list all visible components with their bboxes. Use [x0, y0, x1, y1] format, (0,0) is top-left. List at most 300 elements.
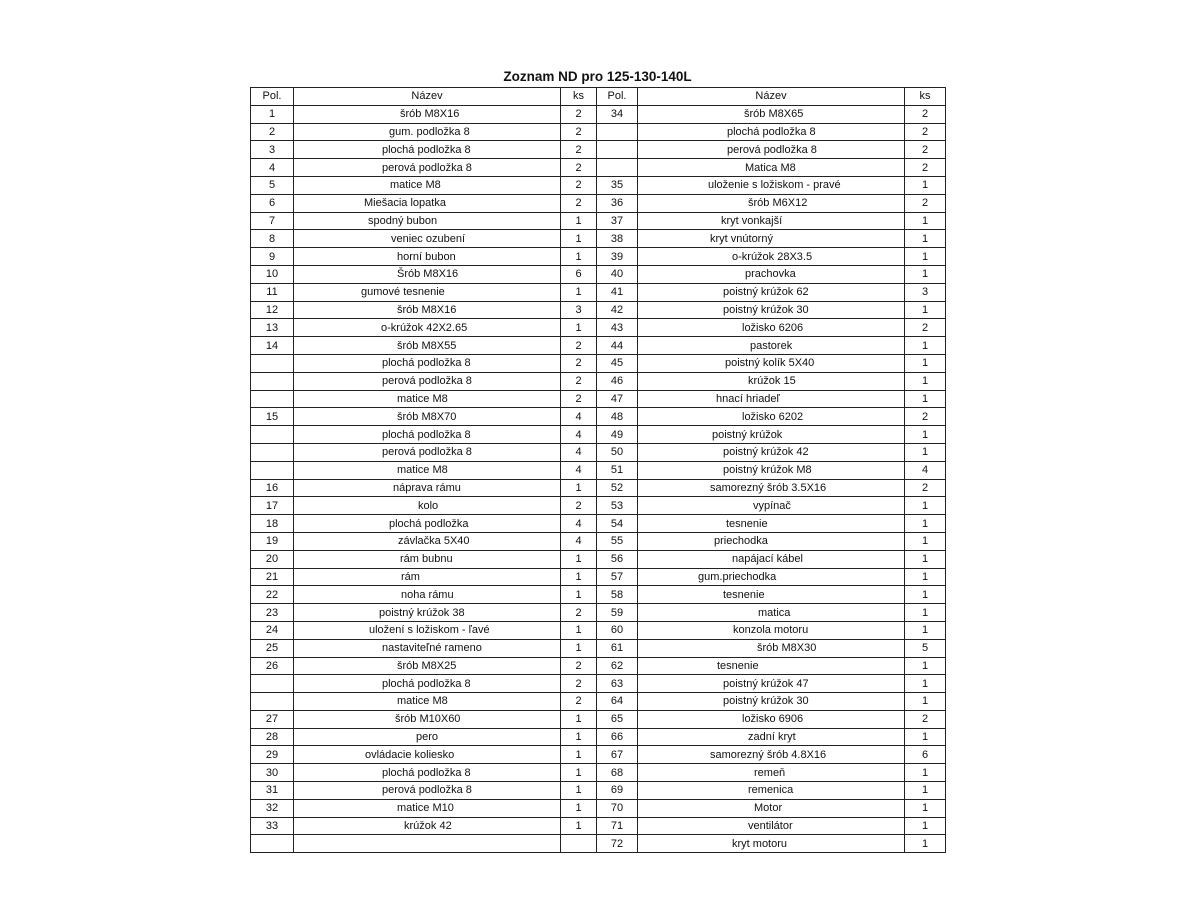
part-name-cell: kryt vnútorný — [638, 230, 905, 248]
part-name-cell: perová podložka 8 — [294, 159, 561, 177]
quantity-cell: 2 — [905, 141, 946, 159]
quantity-cell: 2 — [905, 710, 946, 728]
table-row — [251, 604, 946, 622]
position-number-cell: 18 — [251, 515, 294, 533]
position-number-cell: 4 — [251, 159, 294, 177]
quantity-cell: 1 — [561, 212, 597, 230]
quantity-cell: 1 — [561, 746, 597, 764]
table-row — [251, 159, 946, 177]
position-number-cell: 13 — [251, 319, 294, 337]
quantity-cell: 1 — [905, 497, 946, 515]
position-number-cell: 19 — [251, 532, 294, 550]
table-row — [251, 710, 946, 728]
table-row — [251, 230, 946, 248]
position-number-cell: 35 — [597, 176, 638, 194]
quantity-cell: 2 — [561, 194, 597, 212]
quantity-cell: 2 — [905, 408, 946, 426]
position-number-cell — [251, 461, 294, 479]
position-number-cell: 69 — [597, 782, 638, 800]
position-number-cell: 48 — [597, 408, 638, 426]
position-number-cell: 39 — [597, 248, 638, 266]
table-row — [251, 515, 946, 533]
part-name-cell: šrób M8X30 — [638, 639, 905, 657]
quantity-cell: 2 — [561, 176, 597, 194]
table-row — [251, 728, 946, 746]
quantity-cell: 2 — [561, 693, 597, 711]
part-name-cell: o-krúžok 28X3.5 — [638, 248, 905, 266]
position-number-cell: 44 — [597, 337, 638, 355]
part-name-cell: tesnenie — [638, 515, 905, 533]
position-number-cell: 30 — [251, 764, 294, 782]
quantity-cell: 2 — [561, 497, 597, 515]
table-row — [251, 354, 946, 372]
quantity-cell: 1 — [905, 568, 946, 586]
quantity-cell: 5 — [905, 639, 946, 657]
part-name-cell: matica — [638, 604, 905, 622]
quantity-cell: 1 — [905, 657, 946, 675]
position-number-cell: 57 — [597, 568, 638, 586]
quantity-cell: 1 — [905, 586, 946, 604]
quantity-cell: 3 — [905, 283, 946, 301]
table-row — [251, 319, 946, 337]
quantity-cell: 2 — [905, 123, 946, 141]
table-row — [251, 639, 946, 657]
quantity-cell: 2 — [561, 354, 597, 372]
quantity-cell: 1 — [905, 337, 946, 355]
position-number-cell: 52 — [597, 479, 638, 497]
table-row — [251, 764, 946, 782]
part-name-cell: Matica M8 — [638, 159, 905, 177]
part-name-cell: gum. podložka 8 — [294, 123, 561, 141]
quantity-cell: 1 — [905, 301, 946, 319]
position-number-cell: 49 — [597, 426, 638, 444]
quantity-cell: 4 — [561, 426, 597, 444]
position-number-cell: 3 — [251, 141, 294, 159]
quantity-cell: 4 — [561, 408, 597, 426]
table-row — [251, 479, 946, 497]
quantity-cell: 1 — [561, 799, 597, 817]
quantity-cell: 2 — [561, 390, 597, 408]
position-number-cell: 32 — [251, 799, 294, 817]
table-row — [251, 337, 946, 355]
part-name-cell: plochá podložka 8 — [638, 123, 905, 141]
quantity-cell: 1 — [561, 586, 597, 604]
position-number-cell: 8 — [251, 230, 294, 248]
part-name-cell: ložisko 6206 — [638, 319, 905, 337]
position-number-cell: 61 — [597, 639, 638, 657]
table-row — [251, 746, 946, 764]
part-name-cell: napájací kábel — [638, 550, 905, 568]
part-name-cell: šrób M6X12 — [638, 194, 905, 212]
table-row — [251, 301, 946, 319]
quantity-cell: 2 — [561, 675, 597, 693]
position-number-cell — [597, 159, 638, 177]
quantity-cell: 1 — [905, 248, 946, 266]
part-name-cell: o-krúžok 42X2.65 — [294, 319, 561, 337]
position-number-cell: 21 — [251, 568, 294, 586]
table-row — [251, 657, 946, 675]
part-name-cell: prachovka — [638, 265, 905, 283]
table-row — [251, 532, 946, 550]
header-pol-left: Pol. — [251, 88, 294, 106]
part-name-cell: tesnenie — [638, 657, 905, 675]
position-number-cell: 36 — [597, 194, 638, 212]
part-name-cell: poistný krúžok — [638, 426, 905, 444]
position-number-cell — [251, 354, 294, 372]
part-name-cell: poistný krúžok M8 — [638, 461, 905, 479]
position-number-cell: 17 — [251, 497, 294, 515]
part-name-cell: poistný krúžok 30 — [638, 693, 905, 711]
part-name-cell: šrób M8X16 — [294, 105, 561, 123]
part-name-cell: perová podložka 8 — [294, 443, 561, 461]
part-name-cell: šrób M8X25 — [294, 657, 561, 675]
part-name-cell: pastorek — [638, 337, 905, 355]
table-row — [251, 693, 946, 711]
quantity-cell: 1 — [905, 782, 946, 800]
part-name-cell: šrób M8X70 — [294, 408, 561, 426]
quantity-cell: 2 — [561, 159, 597, 177]
part-name-cell: krúžok 42 — [294, 817, 561, 835]
position-number-cell: 28 — [251, 728, 294, 746]
part-name-cell: pero — [294, 728, 561, 746]
position-number-cell: 25 — [251, 639, 294, 657]
part-name-cell: rám bubnu — [294, 550, 561, 568]
position-number-cell: 40 — [597, 265, 638, 283]
position-number-cell — [597, 141, 638, 159]
quantity-cell: 1 — [905, 728, 946, 746]
position-number-cell: 9 — [251, 248, 294, 266]
part-name-cell: poistný krúžok 62 — [638, 283, 905, 301]
quantity-cell: 1 — [905, 443, 946, 461]
table-row — [251, 212, 946, 230]
quantity-cell: 1 — [561, 230, 597, 248]
part-name-cell: náprava rámu — [294, 479, 561, 497]
quantity-cell: 1 — [905, 390, 946, 408]
quantity-cell: 2 — [561, 372, 597, 390]
part-name-cell: matice M8 — [294, 693, 561, 711]
part-name-cell: plochá podložka 8 — [294, 141, 561, 159]
table-row — [251, 123, 946, 141]
quantity-cell: 4 — [561, 461, 597, 479]
part-name-cell: priechodka — [638, 532, 905, 550]
part-name-cell: uložení s ložiskom - ľavé — [294, 621, 561, 639]
position-number-cell: 71 — [597, 817, 638, 835]
quantity-cell: 3 — [561, 301, 597, 319]
position-number-cell: 23 — [251, 604, 294, 622]
position-number-cell: 7 — [251, 212, 294, 230]
table-row — [251, 408, 946, 426]
part-name-cell: remenica — [638, 782, 905, 800]
position-number-cell: 66 — [597, 728, 638, 746]
position-number-cell — [251, 372, 294, 390]
position-number-cell: 1 — [251, 105, 294, 123]
part-name-cell: ventilátor — [638, 817, 905, 835]
part-name-cell: poistný kolík 5X40 — [638, 354, 905, 372]
part-name-cell: poistný krúžok 30 — [638, 301, 905, 319]
part-name-cell: matice M10 — [294, 799, 561, 817]
part-name-cell: šrób M8X65 — [638, 105, 905, 123]
quantity-cell: 6 — [905, 746, 946, 764]
part-name-cell: matice M8 — [294, 461, 561, 479]
position-number-cell: 29 — [251, 746, 294, 764]
position-number-cell: 54 — [597, 515, 638, 533]
header-pol-right: Pol. — [597, 88, 638, 106]
quantity-cell: 2 — [561, 123, 597, 141]
position-number-cell: 58 — [597, 586, 638, 604]
quantity-cell: 1 — [905, 817, 946, 835]
quantity-cell: 1 — [905, 835, 946, 853]
table-row — [251, 248, 946, 266]
quantity-cell: 2 — [905, 105, 946, 123]
position-number-cell: 46 — [597, 372, 638, 390]
part-name-cell: gumové tesnenie — [294, 283, 561, 301]
position-number-cell: 68 — [597, 764, 638, 782]
part-name-cell: veniec ozubení — [294, 230, 561, 248]
quantity-cell: 4 — [561, 443, 597, 461]
table-body — [251, 105, 946, 852]
position-number-cell: 6 — [251, 194, 294, 212]
part-name-cell: horní bubon — [294, 248, 561, 266]
position-number-cell: 37 — [597, 212, 638, 230]
position-number-cell: 43 — [597, 319, 638, 337]
part-name-cell: plochá podložka 8 — [294, 426, 561, 444]
part-name-cell: konzola motoru — [638, 621, 905, 639]
part-name-cell: šrób M10X60 — [294, 710, 561, 728]
quantity-cell: 1 — [561, 319, 597, 337]
quantity-cell: 1 — [905, 532, 946, 550]
part-name-cell: perová podložka 8 — [638, 141, 905, 159]
position-number-cell: 22 — [251, 586, 294, 604]
table-row — [251, 176, 946, 194]
quantity-cell: 1 — [561, 710, 597, 728]
position-number-cell: 16 — [251, 479, 294, 497]
table-row — [251, 497, 946, 515]
quantity-cell: 4 — [561, 515, 597, 533]
position-number-cell: 56 — [597, 550, 638, 568]
document-title: Zoznam ND pro 125-130-140L — [503, 69, 692, 84]
part-name-cell: noha rámu — [294, 586, 561, 604]
position-number-cell: 55 — [597, 532, 638, 550]
position-number-cell: 38 — [597, 230, 638, 248]
quantity-cell: 1 — [561, 621, 597, 639]
table-row — [251, 586, 946, 604]
position-number-cell: 41 — [597, 283, 638, 301]
quantity-cell: 2 — [561, 337, 597, 355]
position-number-cell: 64 — [597, 693, 638, 711]
quantity-cell: 1 — [905, 693, 946, 711]
quantity-cell: 1 — [561, 283, 597, 301]
quantity-cell: 1 — [561, 782, 597, 800]
position-number-cell — [251, 390, 294, 408]
position-number-cell: 42 — [597, 301, 638, 319]
table-header-row — [251, 88, 946, 106]
position-number-cell: 20 — [251, 550, 294, 568]
part-name-cell: hnací hriadeľ — [638, 390, 905, 408]
quantity-cell: 1 — [905, 354, 946, 372]
part-name-cell: matice M8 — [294, 176, 561, 194]
quantity-cell: 2 — [561, 141, 597, 159]
table-row — [251, 372, 946, 390]
part-name-cell — [294, 835, 561, 853]
part-name-cell: Motor — [638, 799, 905, 817]
position-number-cell: 63 — [597, 675, 638, 693]
part-name-cell: zadní kryt — [638, 728, 905, 746]
part-name-cell: plochá podložka 8 — [294, 675, 561, 693]
part-name-cell: remeň — [638, 764, 905, 782]
table-row — [251, 568, 946, 586]
quantity-cell: 2 — [905, 194, 946, 212]
position-number-cell: 67 — [597, 746, 638, 764]
header-ks-right: ks — [905, 88, 946, 106]
position-number-cell: 14 — [251, 337, 294, 355]
part-name-cell: uloženie s ložiskom - pravé — [638, 176, 905, 194]
quantity-cell: 1 — [905, 176, 946, 194]
part-name-cell: rám — [294, 568, 561, 586]
quantity-cell: 1 — [561, 479, 597, 497]
quantity-cell: 1 — [905, 799, 946, 817]
position-number-cell: 12 — [251, 301, 294, 319]
part-name-cell: krúžok 15 — [638, 372, 905, 390]
table-row — [251, 782, 946, 800]
part-name-cell: samorezný šrób 3.5X16 — [638, 479, 905, 497]
quantity-cell: 1 — [561, 817, 597, 835]
part-name-cell: plochá podložka — [294, 515, 561, 533]
position-number-cell: 10 — [251, 265, 294, 283]
position-number-cell: 47 — [597, 390, 638, 408]
table-row — [251, 835, 946, 853]
quantity-cell: 1 — [561, 639, 597, 657]
quantity-cell: 1 — [905, 621, 946, 639]
part-name-cell: perová podložka 8 — [294, 782, 561, 800]
position-number-cell: 5 — [251, 176, 294, 194]
position-number-cell: 51 — [597, 461, 638, 479]
position-number-cell — [251, 426, 294, 444]
table-row — [251, 799, 946, 817]
position-number-cell: 31 — [251, 782, 294, 800]
part-name-cell: poistný krúžok 42 — [638, 443, 905, 461]
quantity-cell: 2 — [905, 159, 946, 177]
part-name-cell: Miešacia lopatka — [294, 194, 561, 212]
table-row — [251, 443, 946, 461]
position-number-cell — [251, 443, 294, 461]
quantity-cell — [561, 835, 597, 853]
position-number-cell: 27 — [251, 710, 294, 728]
table-row — [251, 105, 946, 123]
quantity-cell: 2 — [905, 319, 946, 337]
quantity-cell: 1 — [905, 426, 946, 444]
part-name-cell: šrób M8X55 — [294, 337, 561, 355]
quantity-cell: 1 — [905, 230, 946, 248]
part-name-cell: šrób M8X16 — [294, 301, 561, 319]
quantity-cell: 2 — [561, 604, 597, 622]
quantity-cell: 4 — [561, 532, 597, 550]
table-row — [251, 141, 946, 159]
position-number-cell: 45 — [597, 354, 638, 372]
quantity-cell: 1 — [905, 550, 946, 568]
table-row — [251, 426, 946, 444]
part-name-cell: poistný krúžok 47 — [638, 675, 905, 693]
part-name-cell: matice M8 — [294, 390, 561, 408]
table-row — [251, 817, 946, 835]
part-name-cell: poistný krúžok 38 — [294, 604, 561, 622]
position-number-cell: 24 — [251, 621, 294, 639]
header-ks-left: ks — [561, 88, 597, 106]
part-name-cell: ložisko 6202 — [638, 408, 905, 426]
quantity-cell: 2 — [561, 657, 597, 675]
part-name-cell: plochá podložka 8 — [294, 354, 561, 372]
position-number-cell: 65 — [597, 710, 638, 728]
quantity-cell: 1 — [905, 212, 946, 230]
position-number-cell: 53 — [597, 497, 638, 515]
quantity-cell: 1 — [905, 604, 946, 622]
quantity-cell: 1 — [561, 550, 597, 568]
table-row — [251, 550, 946, 568]
part-name-cell: tesnenie — [638, 586, 905, 604]
quantity-cell: 1 — [905, 372, 946, 390]
part-name-cell: spodný bubon — [294, 212, 561, 230]
position-number-cell — [251, 693, 294, 711]
part-name-cell: kolo — [294, 497, 561, 515]
quantity-cell: 6 — [561, 265, 597, 283]
table-row — [251, 621, 946, 639]
table-row — [251, 390, 946, 408]
quantity-cell: 1 — [905, 764, 946, 782]
position-number-cell: 34 — [597, 105, 638, 123]
position-number-cell: 15 — [251, 408, 294, 426]
position-number-cell: 26 — [251, 657, 294, 675]
quantity-cell: 2 — [905, 479, 946, 497]
part-name-cell: gum.priechodka — [638, 568, 905, 586]
quantity-cell: 1 — [561, 764, 597, 782]
part-name-cell: kryt motoru — [638, 835, 905, 853]
part-name-cell: samorezný šrób 4.8X16 — [638, 746, 905, 764]
quantity-cell: 1 — [905, 515, 946, 533]
position-number-cell: 60 — [597, 621, 638, 639]
position-number-cell — [597, 123, 638, 141]
part-name-cell: nastaviteľné rameno — [294, 639, 561, 657]
position-number-cell: 11 — [251, 283, 294, 301]
quantity-cell: 1 — [905, 675, 946, 693]
quantity-cell: 1 — [561, 568, 597, 586]
table-row — [251, 461, 946, 479]
position-number-cell: 2 — [251, 123, 294, 141]
part-name-cell: perová podložka 8 — [294, 372, 561, 390]
quantity-cell: 1 — [905, 265, 946, 283]
position-number-cell: 59 — [597, 604, 638, 622]
parts-list-table — [250, 87, 946, 853]
position-number-cell: 70 — [597, 799, 638, 817]
quantity-cell: 1 — [561, 248, 597, 266]
table-row — [251, 283, 946, 301]
part-name-cell: ložisko 6906 — [638, 710, 905, 728]
position-number-cell: 72 — [597, 835, 638, 853]
quantity-cell: 2 — [561, 105, 597, 123]
position-number-cell: 33 — [251, 817, 294, 835]
part-name-cell: kryt vonkajší — [638, 212, 905, 230]
position-number-cell — [251, 835, 294, 853]
table-row — [251, 194, 946, 212]
part-name-cell: ovládacie koliesko — [294, 746, 561, 764]
table-row — [251, 675, 946, 693]
part-name-cell: závlačka 5X40 — [294, 532, 561, 550]
position-number-cell: 62 — [597, 657, 638, 675]
part-name-cell: plochá podložka 8 — [294, 764, 561, 782]
header-name-left: Název — [294, 88, 561, 106]
header-name-right: Název — [638, 88, 905, 106]
position-number-cell — [251, 675, 294, 693]
quantity-cell: 1 — [561, 728, 597, 746]
position-number-cell: 50 — [597, 443, 638, 461]
